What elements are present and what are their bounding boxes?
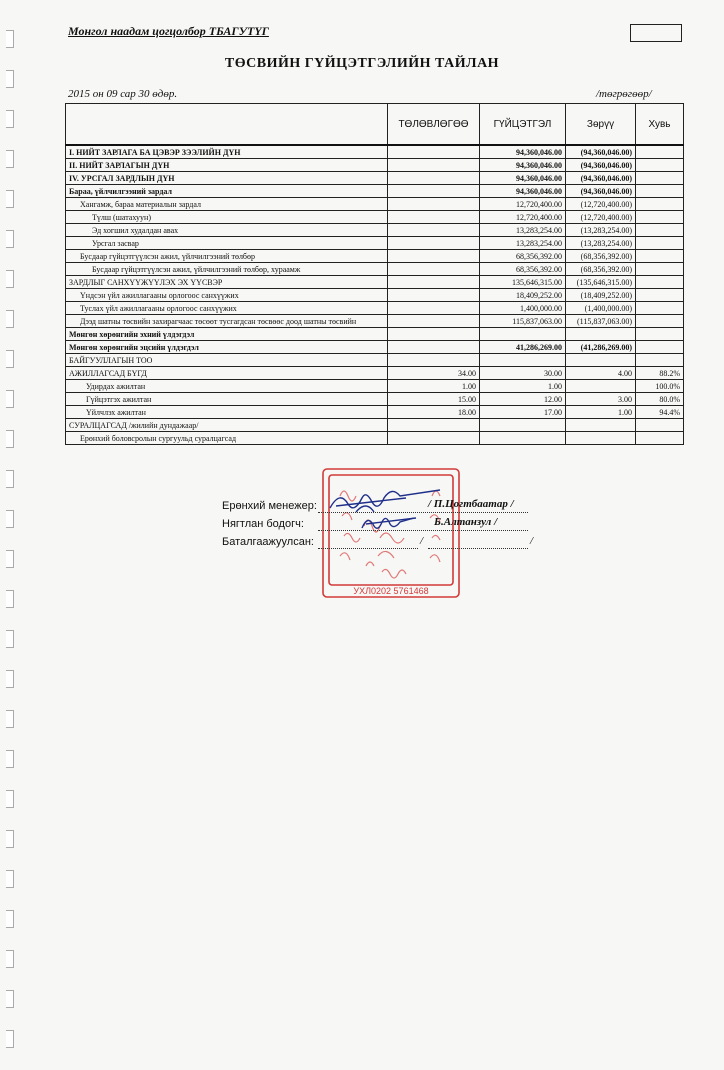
row-plan: [388, 315, 480, 328]
row-pct: [636, 145, 684, 159]
row-plan: [388, 145, 480, 159]
table-row: [66, 263, 684, 276]
row-label: Үйлчлэх ажилтан: [66, 406, 388, 419]
table-row: [66, 145, 684, 159]
row-diff: 1.00: [566, 406, 636, 419]
row-actual: 1.00: [480, 380, 566, 393]
code-box: [630, 24, 682, 42]
row-pct: [636, 250, 684, 263]
row-pct: [636, 432, 684, 445]
row-diff: (12,720,400.00): [566, 198, 636, 211]
row-plan: [388, 432, 480, 445]
row-pct: [636, 172, 684, 185]
report-date: 2015 он 09 сар 30 өдөр.: [68, 88, 178, 100]
row-pct: [636, 211, 684, 224]
row-label: II. НИЙТ ЗАРЛАГЫН ДҮН: [66, 159, 388, 172]
table-row: [66, 406, 684, 419]
row-pct: [636, 237, 684, 250]
row-pct: [636, 198, 684, 211]
verified-end: /: [530, 535, 534, 547]
row-label: БАЙГУУЛЛАГЫН ТОО: [66, 354, 388, 367]
row-actual: 12.00: [480, 393, 566, 406]
row-plan: [388, 276, 480, 289]
col-header-diff: Зөрүү: [566, 104, 636, 146]
row-actual: 135,646,315.00: [480, 276, 566, 289]
table-row: [66, 198, 684, 211]
table-row: [66, 289, 684, 302]
table-row: [66, 380, 684, 393]
row-actual: 30.00: [480, 367, 566, 380]
budget-table: [65, 103, 684, 445]
row-pct: 100.0%: [636, 380, 684, 393]
row-plan: [388, 198, 480, 211]
table-row: [66, 393, 684, 406]
manager-name: / П.Цогтбаатар /: [428, 498, 514, 510]
row-diff: (94,360,046.00): [566, 185, 636, 198]
row-plan: [388, 172, 480, 185]
row-diff: 3.00: [566, 393, 636, 406]
row-actual: [480, 432, 566, 445]
row-actual: 115,837,063.00: [480, 315, 566, 328]
table-row: [66, 276, 684, 289]
table-header-row: [66, 104, 684, 146]
table-row: [66, 185, 684, 198]
row-pct: [636, 302, 684, 315]
row-label: Удирдах ажилтан: [66, 380, 388, 393]
row-actual: 94,360,046.00: [480, 172, 566, 185]
table-row: [66, 419, 684, 432]
table-row: [66, 159, 684, 172]
col-header-pct: Хувь: [636, 104, 684, 146]
row-actual: 13,283,254.00: [480, 237, 566, 250]
currency-unit: /төгрөгөөр/: [596, 88, 652, 100]
row-diff: (13,283,254.00): [566, 224, 636, 237]
row-pct: [636, 328, 684, 341]
row-diff: (18,409,252.00): [566, 289, 636, 302]
col-header-label: [66, 104, 388, 146]
row-plan: 15.00: [388, 393, 480, 406]
row-diff: (12,720,400.00): [566, 211, 636, 224]
row-diff: (68,356,392.00): [566, 263, 636, 276]
row-diff: [566, 432, 636, 445]
row-actual: 17.00: [480, 406, 566, 419]
handwritten-signatures: [326, 488, 446, 536]
table-row: [66, 315, 684, 328]
row-label: Туслах үйл ажиллагааны орлогоос санхүүжих: [66, 302, 388, 315]
table-row: [66, 367, 684, 380]
verified-label: Баталгаажуулсан:: [222, 536, 314, 548]
row-diff: (135,646,315.00): [566, 276, 636, 289]
verified-slash: /: [420, 535, 424, 547]
row-plan: [388, 328, 480, 341]
row-label: ЗАРДЛЫГ САНХҮҮЖҮҮЛЭХ ЭХ ҮҮСВЭР: [66, 276, 388, 289]
row-actual: [480, 354, 566, 367]
row-diff: (94,360,046.00): [566, 159, 636, 172]
row-plan: [388, 159, 480, 172]
row-plan: [388, 237, 480, 250]
row-label: Дээд шатны төсвийн захирагчаас төсөөт тусгагдсан төсвөөс доод шатны төсвийн: [66, 315, 388, 328]
row-pct: [636, 419, 684, 432]
row-actual: 18,409,252.00: [480, 289, 566, 302]
row-label: Мөнгөн хөрөнгийн эхний үлдэгдэл: [66, 328, 388, 341]
row-pct: [636, 354, 684, 367]
row-pct: [636, 276, 684, 289]
manager-label: Ерөнхий менежер:: [222, 500, 317, 512]
row-plan: 1.00: [388, 380, 480, 393]
row-diff: (68,356,392.00): [566, 250, 636, 263]
row-diff: 4.00: [566, 367, 636, 380]
row-diff: (41,286,269.00): [566, 341, 636, 354]
table-row: [66, 341, 684, 354]
row-label: Гүйцэтгэх ажилтан: [66, 393, 388, 406]
table-row: [66, 250, 684, 263]
row-label: Эд хогшил худалдан авах: [66, 224, 388, 237]
organization-name: Монгол наадам цогцолбор ТБАГУТҮГ: [68, 24, 269, 38]
col-header-plan: ТӨЛӨВЛӨГӨӨ: [388, 104, 480, 146]
row-actual: 68,356,392.00: [480, 263, 566, 276]
row-pct: [636, 289, 684, 302]
row-plan: [388, 224, 480, 237]
row-actual: 1,400,000.00: [480, 302, 566, 315]
row-diff: [566, 328, 636, 341]
row-label: СУРАЛЦАГСАД /жилийн дундажаар/: [66, 419, 388, 432]
row-label: АЖИЛЛАГСАД БҮГД: [66, 367, 388, 380]
row-label: Бараа, үйлчилгээний зардал: [66, 185, 388, 198]
row-plan: [388, 289, 480, 302]
report-title: ТӨСВИЙН ГҮЙЦЭТГЭЛИЙН ТАЙЛАН: [224, 56, 500, 71]
row-diff: [566, 354, 636, 367]
row-diff: [566, 380, 636, 393]
row-actual: 94,360,046.00: [480, 145, 566, 159]
accountant-name: Б.Алтанзул /: [434, 516, 498, 528]
row-pct: 94.4%: [636, 406, 684, 419]
row-plan: [388, 419, 480, 432]
row-diff: [566, 419, 636, 432]
row-plan: [388, 263, 480, 276]
row-plan: [388, 302, 480, 315]
table-row: [66, 302, 684, 315]
row-actual: [480, 328, 566, 341]
row-plan: [388, 250, 480, 263]
table-row: [66, 432, 684, 445]
row-label: Мөнгөн хөрөнгийн эцсийн үлдэгдэл: [66, 341, 388, 354]
row-actual: 13,283,254.00: [480, 224, 566, 237]
row-diff: (94,360,046.00): [566, 145, 636, 159]
row-label: Бусдаар гүйцэтгүүлсэн ажил, үйлчилгээний төлбөр, хураамж: [66, 263, 388, 276]
row-label: Хангамж, бараа материалын зардал: [66, 198, 388, 211]
row-diff: (94,360,046.00): [566, 172, 636, 185]
row-pct: [636, 185, 684, 198]
table-row: [66, 172, 684, 185]
row-pct: [636, 315, 684, 328]
table-row: [66, 224, 684, 237]
row-pct: [636, 341, 684, 354]
row-pct: [636, 159, 684, 172]
row-label: Бусдаар гүйцэтгүүлсэн ажил, үйлчилгээний төлбөр: [66, 250, 388, 263]
row-label: Урсгал засвар: [66, 237, 388, 250]
row-label: I. НИЙТ ЗАРЛАГА БА ЦЭВЭР ЗЭЭЛИЙН ДҮН: [66, 145, 388, 159]
row-diff: (13,283,254.00): [566, 237, 636, 250]
row-actual: 94,360,046.00: [480, 185, 566, 198]
row-actual: 12,720,400.00: [480, 211, 566, 224]
row-label: Үндсэн үйл ажиллагааны орлогоос санхүүжих: [66, 289, 388, 302]
row-pct: [636, 263, 684, 276]
accountant-label: Нягтлан бодогч:: [222, 518, 304, 530]
row-actual: 68,356,392.00: [480, 250, 566, 263]
table-row: [66, 328, 684, 341]
row-label: IV. УРСГАЛ ЗАРДЛЫН ДҮН: [66, 172, 388, 185]
row-diff: (1,400,000.00): [566, 302, 636, 315]
row-pct: 80.0%: [636, 393, 684, 406]
row-plan: 18.00: [388, 406, 480, 419]
row-plan: [388, 185, 480, 198]
row-actual: 94,360,046.00: [480, 159, 566, 172]
row-plan: [388, 354, 480, 367]
row-pct: [636, 224, 684, 237]
row-actual: 12,720,400.00: [480, 198, 566, 211]
binder-holes: [6, 30, 16, 1070]
table-row: [66, 354, 684, 367]
table-row: [66, 211, 684, 224]
row-actual: [480, 419, 566, 432]
row-label: Ерөнхий боловсролын сургуульд суралцагсад: [66, 432, 388, 445]
table-row: [66, 237, 684, 250]
row-actual: 41,286,269.00: [480, 341, 566, 354]
row-plan: [388, 341, 480, 354]
stamp-text: УХЛ0202 5761468: [353, 586, 429, 596]
row-diff: (115,837,063.00): [566, 315, 636, 328]
row-plan: 34.00: [388, 367, 480, 380]
row-label: Түлш (шатахуун): [66, 211, 388, 224]
verified-signature-row: [222, 536, 542, 550]
col-header-actual: ГҮЙЦЭТГЭЛ: [480, 104, 566, 146]
row-plan: [388, 211, 480, 224]
row-pct: 88.2%: [636, 367, 684, 380]
